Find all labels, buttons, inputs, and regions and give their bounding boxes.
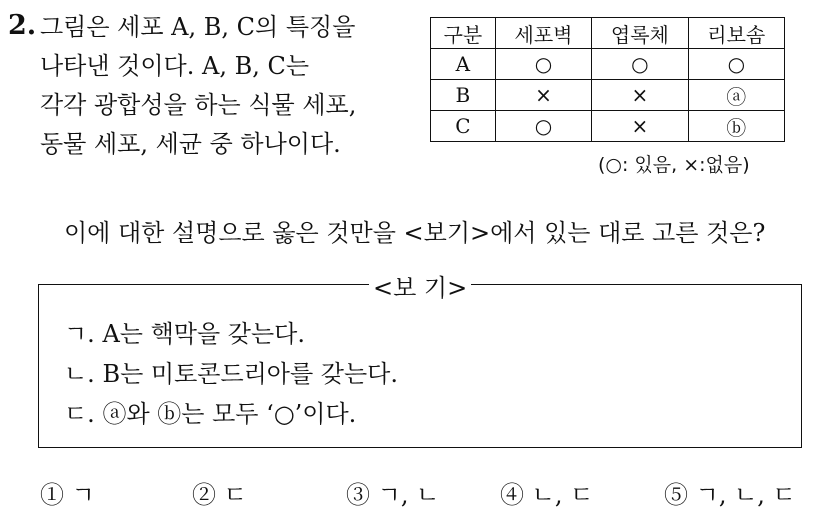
row-label: B xyxy=(431,80,496,111)
choice-4[interactable]: ④ ㄴ, ㄷ xyxy=(500,481,594,509)
table-row xyxy=(431,111,785,142)
table-cell: ○ xyxy=(495,49,591,80)
statement-item: ㄱ. A는 핵막을 갖는다. xyxy=(64,320,305,348)
statement-item: ㄷ. ⓐ와 ⓑ는 모두 ‘○’이다. xyxy=(64,400,357,428)
table-cell: ○ xyxy=(592,49,688,80)
table-cell: × xyxy=(592,111,688,142)
stem-line: 각각 광합성을 하는 식물 세포, xyxy=(40,91,357,119)
table-cell: ○ xyxy=(495,111,591,142)
table-cell: × xyxy=(495,80,591,111)
row-label: C xyxy=(431,111,496,142)
table-cell: ⓑ xyxy=(688,111,784,142)
choice-5[interactable]: ⑤ ㄱ, ㄴ, ㄷ xyxy=(664,481,796,509)
bogi-statements xyxy=(64,314,398,434)
cell-feature-table xyxy=(430,17,785,142)
stem-line: 그림은 세포 A, B, C의 특징을 xyxy=(40,13,356,41)
header-cell-wall: 세포벽 xyxy=(495,18,591,49)
stem-line: 나타낸 것이다. A, B, C는 xyxy=(40,52,310,80)
stem-line: 동물 세포, 세균 중 하나이다. xyxy=(40,130,341,158)
header-chloroplast: 엽록체 xyxy=(592,18,688,49)
table-row xyxy=(431,80,785,111)
choice-1[interactable]: ① ㄱ xyxy=(40,481,95,509)
header-ribosome: 리보솜 xyxy=(688,18,784,49)
choice-2[interactable]: ② ㄷ xyxy=(192,481,247,509)
header-category: 구분 xyxy=(431,18,496,49)
table-cell: ⓐ xyxy=(688,80,784,111)
question-stem xyxy=(40,8,400,164)
question-number: 2. xyxy=(8,10,37,41)
table-legend: (○: 있음, ×:없음) xyxy=(598,154,750,176)
table-row xyxy=(431,49,785,80)
table-cell: × xyxy=(592,80,688,111)
answer-choices xyxy=(40,475,820,511)
statement-item: ㄴ. B는 미토콘드리아를 갖는다. xyxy=(64,360,398,388)
question-prompt: 이에 대한 설명으로 옳은 것만을 <보기>에서 있는 대로 고른 것은? xyxy=(64,219,766,247)
row-label: A xyxy=(431,49,496,80)
choice-3[interactable]: ③ ㄱ, ㄴ xyxy=(346,481,440,509)
table-cell: ○ xyxy=(688,49,784,80)
table-header-row xyxy=(431,18,785,49)
bogi-title: <보 기> xyxy=(369,268,471,303)
